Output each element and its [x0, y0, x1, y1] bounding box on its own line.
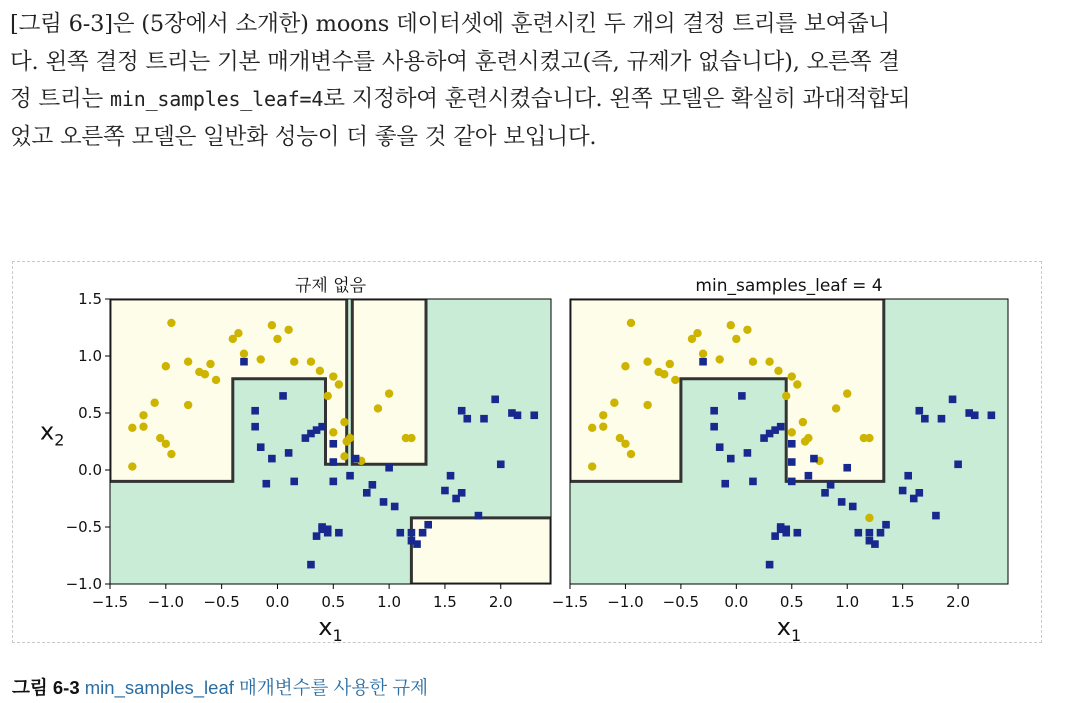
y-tick-label: 0.0: [78, 461, 102, 479]
x-tick-label: 2.0: [488, 593, 513, 611]
caption-text: min_samples_leaf 매개변수를 사용한 규제: [84, 677, 428, 698]
x-tick-label: −1.5: [91, 593, 129, 611]
x-tick-label: 0.5: [321, 593, 346, 611]
inline-code: min_samples_leaf=4: [110, 87, 324, 111]
x-tick-label: 0.0: [724, 593, 749, 611]
figure-frame: [12, 261, 1042, 643]
paragraph-line-2: 다. 왼쪽 결정 트리는 기본 매개변수를 사용하여 훈련시켰고(즉, 규제가 없습니다), 오른쪽 결: [10, 48, 900, 75]
x-tick-label: −0.5: [662, 593, 700, 611]
x-tick-label: 2.0: [946, 593, 971, 611]
x-axis-label: $x_1$: [776, 613, 802, 645]
x-tick-label: 1.0: [835, 593, 860, 611]
x-tick-label: 0.5: [779, 593, 804, 611]
y-tick-label: 1.0: [78, 347, 102, 365]
x-tick-label: 1.5: [433, 593, 457, 611]
x-axis-label: $x_1$: [318, 613, 343, 645]
paragraph-line-1: [그림 6-3]은 (5장에서 소개한) moons 데이터셋에 훈련시킨 두 개의 결정 트리를 보여줍니: [10, 11, 891, 37]
y-axis-label: $x_2$: [40, 417, 65, 450]
paragraph-line-3-post: 로 지정하여 훈련시켰습니다. 왼쪽 모델은 확실히 과대적합되: [323, 86, 911, 112]
chart-title: 규제 없음: [294, 276, 367, 296]
caption-number: 그림 6-3: [12, 677, 80, 698]
y-tick-label: 1.5: [78, 290, 102, 308]
y-tick-label: 0.5: [78, 404, 102, 422]
x-tick-label: −0.5: [203, 593, 240, 611]
x-tick-label: −1.5: [551, 593, 589, 611]
x-tick-label: −1.0: [607, 593, 644, 611]
chart-title: min_samples_leaf = 4: [695, 276, 883, 296]
paragraph-line-3: [10, 81, 1062, 119]
x-tick-label: 1.0: [377, 593, 402, 611]
body-paragraph: [10, 6, 1062, 156]
x-tick-label: 0.0: [265, 593, 290, 611]
y-tick-label: −0.5: [65, 518, 102, 536]
x-tick-label: 1.5: [890, 593, 915, 611]
paragraph-line-3-pre: 정 트리는: [10, 86, 111, 112]
paragraph-line-4: 었고 오른쪽 모델은 일반화 성능이 더 좋을 것 같아 보입니다.: [10, 123, 597, 150]
y-tick-label: −1.0: [65, 575, 102, 593]
figure-caption: [12, 674, 428, 700]
x-tick-label: −1.0: [147, 593, 185, 611]
